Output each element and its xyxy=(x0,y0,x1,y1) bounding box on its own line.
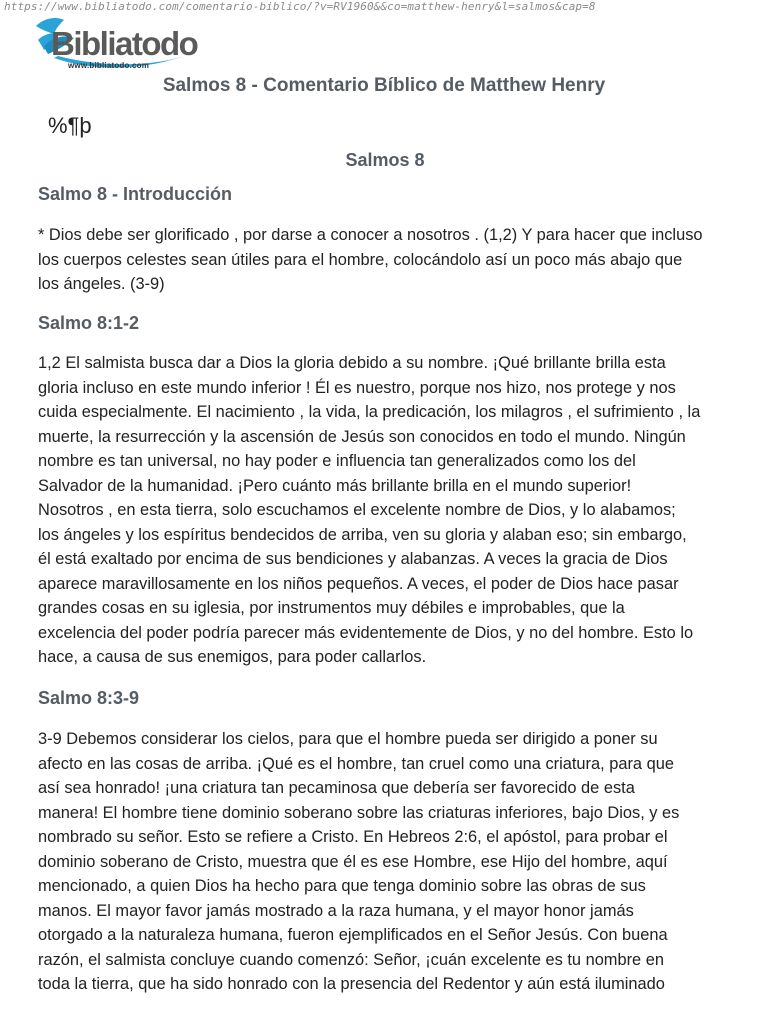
site-logo[interactable] xyxy=(34,16,198,78)
text-line: mencionado, a quien Dios ha hecho para que tenga dominio sobre las obras de sus xyxy=(38,877,646,895)
text-line: 3-9 Debemos considerar los cielos, para que el hombre pueda ser dirigido a poner su xyxy=(38,730,658,748)
text-line: manos. El mayor favor jamás mostrado a la raza humana, y el mayor honor jamás xyxy=(38,901,634,920)
section-heading-8-1-2: Salmo 8:1-2 xyxy=(38,313,140,333)
text-line: toda la tierra, que ha sido honrado con la presencia del Redentor y aún está iluminado xyxy=(38,975,665,993)
text-line: así sea honrado! ¡una criatura tan pecaminosa que debería ser favorecido de esta xyxy=(38,779,635,797)
chapter-heading: Salmos 8 xyxy=(345,150,425,170)
section-heading-introduccion: Salmo 8 - Introducción xyxy=(38,184,233,204)
text-line: afecto en las cosas de arriba. ¡Qué es el hombre, tan cruel como una criatura, para que xyxy=(38,754,674,773)
text-line: razón, el salmista concluye cuando comenzó: Señor, ¡cuán excelente es tu nombre en xyxy=(38,950,664,969)
logo-site-url: www.bibliatodo.com xyxy=(68,61,150,70)
text-line: él está exaltado por encima de sus bendiciones y alabanzas. A veces la gracia de Dios xyxy=(38,550,668,568)
text-line: aparece maravillosamente en los niños pequeños. A veces, el poder de Dios hace pasar xyxy=(38,574,679,593)
text-line: los ángeles. (3-9) xyxy=(38,275,165,293)
text-line: muerte, la resurrección y la ascensión de Jesús son conocidos en todo el mundo. Ningún xyxy=(38,427,686,446)
text-line: gloria incluso en este mundo inferior ! Él es nuestro, porque nos hizo, nos protege y nos xyxy=(38,378,676,397)
logo-wordmark: Bibliatodo xyxy=(51,25,198,62)
section-heading-8-3-9: Salmo 8:3-9 xyxy=(38,688,140,708)
section-paragraph-8-1-2 xyxy=(38,351,738,670)
section-paragraph-introduccion xyxy=(38,223,738,297)
text-line: grandes cosas en su iglesia, por instrumentos muy débiles e improbables, que la xyxy=(38,599,625,617)
page-url: https://www.bibliatodo.com/comentario-biblico/?v=RV1960&&co=matthew-henry&l=salmos&cap=8 xyxy=(4,0,596,13)
text-line: Salvador de la humanidad. ¡Pero cuánto más brillante brilla en el mundo superior! xyxy=(38,476,632,495)
text-line: Nosotros , en esta tierra, solo escuchamos el excelente nombre de Dios, y lo alabamos; xyxy=(38,501,676,519)
text-line: los cuerpos celestes sean útiles para el hombre, colocándolo así un poco más abajo que xyxy=(38,250,683,269)
text-line: excelencia del poder podría parecer más evidentemente de Dios, y no del hombre. Esto lo xyxy=(38,623,694,642)
text-line: 1,2 El salmista busca dar a Dios la gloria debido a su nombre. ¡Qué brillante brilla esta xyxy=(38,354,666,372)
text-line: hace, a causa de sus enemigos, para poder callarlos. xyxy=(38,648,427,666)
text-line: * Dios debe ser glorificado , por darse a conocer a nosotros . (1,2) Y para hacer que incluso xyxy=(38,226,703,244)
stray-glyphs: %¶þ xyxy=(48,113,92,138)
text-line: manera! El hombre tiene dominio soberano sobre las criaturas inferiores, bajo Dios, y es xyxy=(38,803,680,822)
text-line: cuida especialmente. El nacimiento , la vida, la predicación, los milagros , el sufrimiento , la xyxy=(38,403,701,421)
text-line: nombre es tan universal, no hay poder e influencia tan generalizados como los del xyxy=(38,452,636,470)
page-title: Salmos 8 - Comentario Bíblico de Matthew Henry xyxy=(162,75,606,96)
text-line: otorgado a la naturaleza humana, fueron ejemplificados en el Señor Jesús. Con buena xyxy=(38,926,668,944)
text-line: los ángeles y los espíritus bendecidos de arriba, ven su gloria y alaban eso; sin embargo, xyxy=(38,525,687,544)
section-paragraph-8-3-9 xyxy=(38,727,738,997)
text-line: nombrado su señor. Esto se refiere a Cristo. En Hebreos 2:6, el apóstol, para probar el xyxy=(38,828,668,846)
text-line: dominio soberano de Cristo, muestra que él es ese Hombre, ese Hijo del hombre, aquí xyxy=(38,852,668,871)
